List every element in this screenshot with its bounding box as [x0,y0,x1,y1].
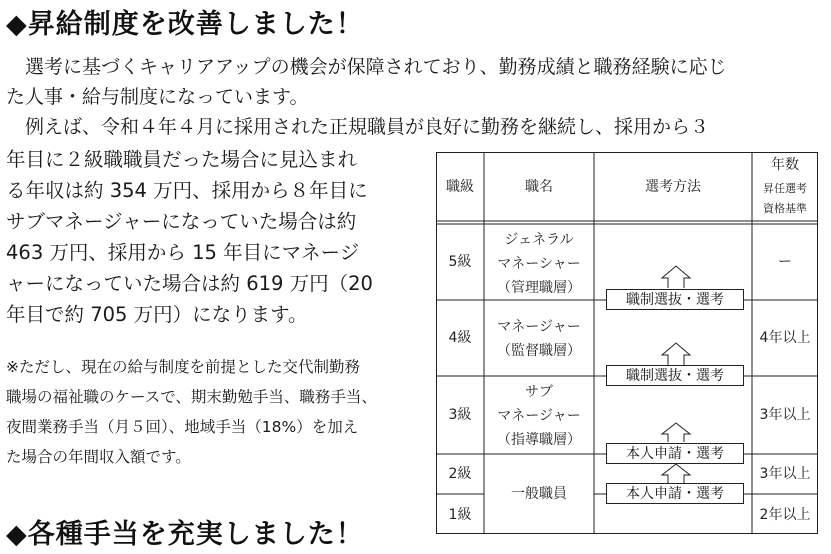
method-box-grade-4: 職制選抜・選考 [606,365,744,386]
header-years: 年数 [771,157,799,173]
years-grade-3: 3年以上 [759,407,811,423]
years-grade-4: 4年以上 [759,330,811,346]
header-grade: 職級 [446,179,474,195]
text-line: 職場の福祉職のケースで、期末勤勉手当、職務手当、 [6,388,377,406]
text-line: 選考に基づくキャリアアップの機会が保障されており、勤務成績と職務経験に応じ [6,56,727,78]
up-arrow-icon [662,343,690,365]
text-line: サブマネージャーになっていた場合は約 [6,210,357,233]
heading-salary-improvement: ◆昇給制度を改善しました！ [6,9,364,40]
title-line: マネージャー [497,319,581,335]
title-line: （監督職層） [497,343,581,359]
header-title: 職名 [525,179,553,195]
title-grade-4 [484,315,594,363]
up-arrow-icon [662,266,690,288]
up-arrow-icon [662,464,690,483]
text-line: 年目に２級職職員だった場合に見込まれ [6,148,358,171]
career-path-table [436,152,818,534]
method-box-grade-5: 職制選抜・選考 [606,289,744,310]
years-grade-5: ー [778,254,792,270]
header-method: 選考方法 [645,179,701,195]
text-line: ※ただし、現在の給与制度を前提とした交代制勤務 [6,358,360,376]
title-line: マネージャー [497,408,581,424]
grade-2: 2級 [448,466,472,482]
title-line: （指導職層） [497,432,581,448]
years-grade-2: 3年以上 [759,466,811,482]
header-years-sub1: 昇任選考 [763,182,807,195]
up-arrow-icon [662,423,690,442]
title-line: マネーシャー [497,256,581,272]
text-line: 夜間業務手当（月５回）、地域手当（18%）を加え [6,418,359,436]
title-grade-1-2: 一般職員 [511,486,567,502]
header-years-sub2: 資格基準 [763,202,807,215]
title-grade-3 [484,380,594,452]
text-line: 463 万円、採用から 15 年目にマネージ [6,241,360,264]
text-line: ャーになっていた場合は約 619 万円（20 [6,272,373,295]
grade-5: 5級 [448,254,472,270]
title-line: （管理職層） [497,280,581,296]
title-grade-5 [484,228,594,300]
grade-3: 3級 [448,407,472,423]
paragraph-intro [6,52,727,142]
footnote [6,352,377,472]
text-line: 年目で約 705 万円）になります。 [6,303,308,326]
text-line: 例えば、令和４年４月に採用された正規職員が良好に勤務を継続し、採用から３ [6,116,710,138]
method-box-grade-2: 本人申請・選考 [606,483,744,504]
text-line: た場合の年間収入額です。 [6,448,191,466]
title-line: ジェネラル [504,232,574,248]
method-box-grade-3: 本人申請・選考 [606,443,744,464]
grade-1: 1級 [448,507,472,523]
heading-allowances: ◆各種手当を充実しました！ [6,519,364,550]
years-grade-1: 2年以上 [759,507,811,523]
paragraph-example [6,144,373,330]
text-line: た人事・給与制度になっています。 [6,86,309,108]
title-line: サブ [525,384,553,400]
text-line: る年収は約 354 万円、採用から８年目に [6,179,368,202]
grade-4: 4級 [448,330,472,346]
